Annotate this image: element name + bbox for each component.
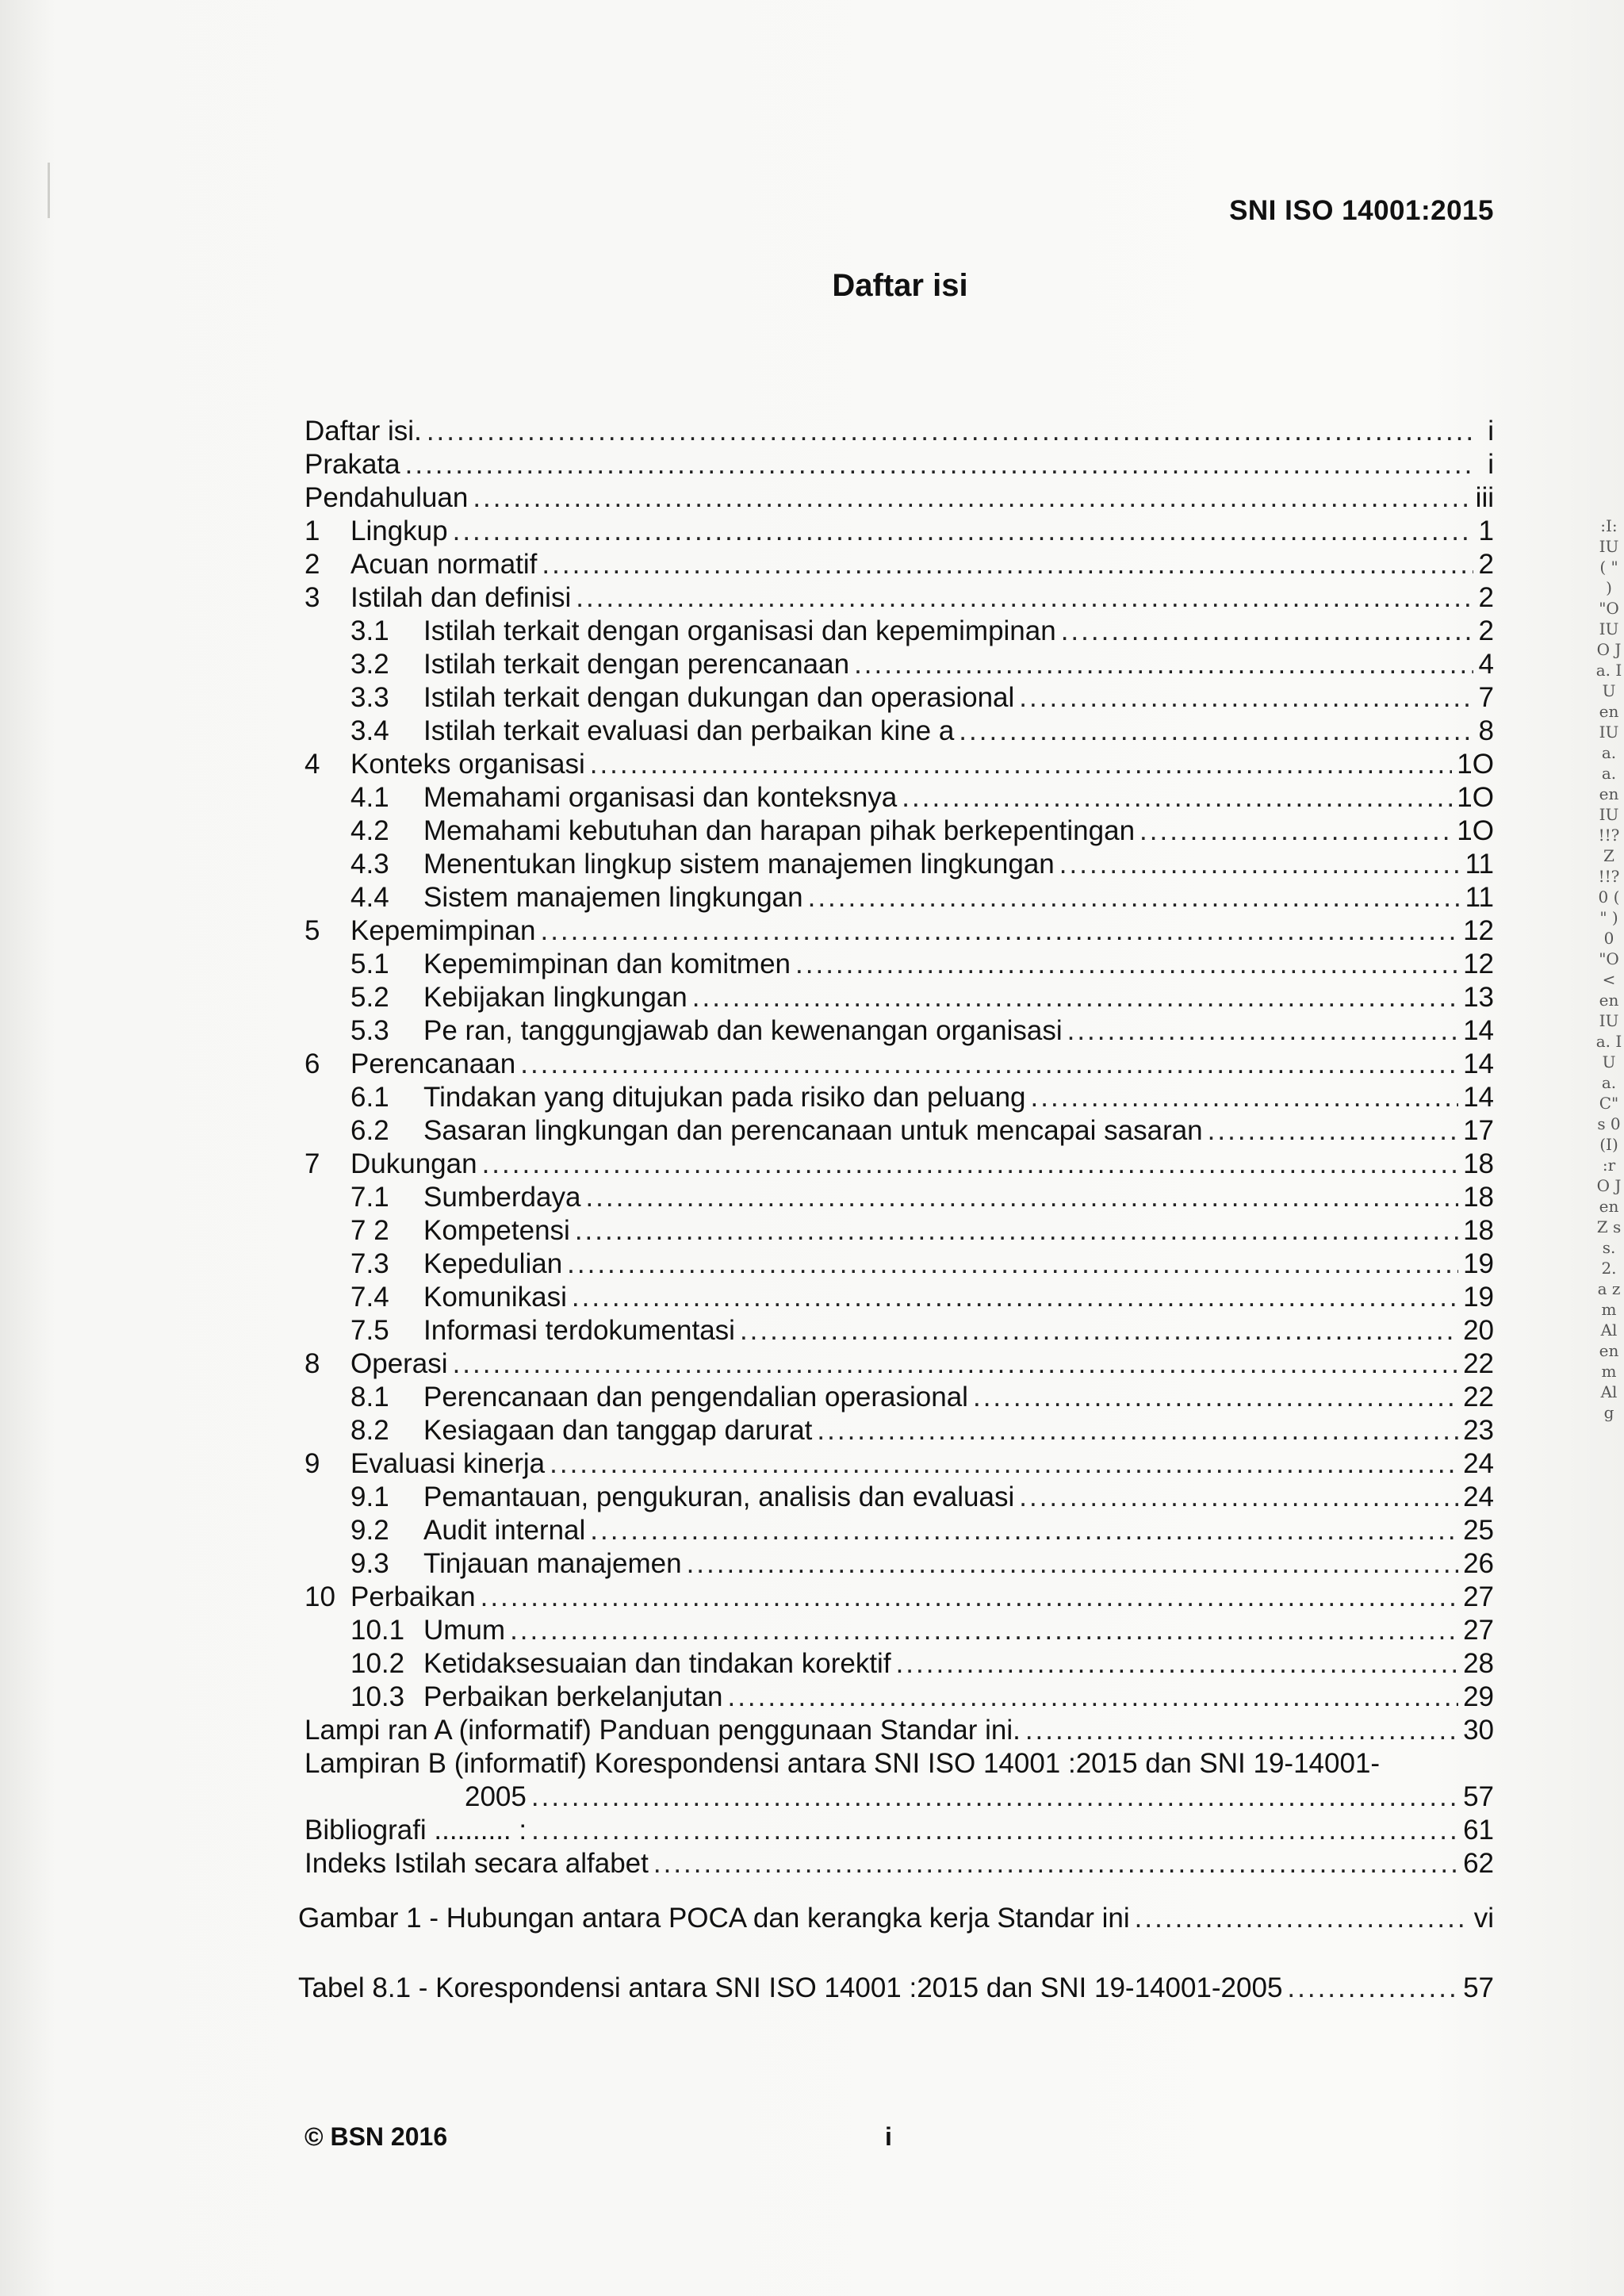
toc-entry-label <box>304 1148 477 1181</box>
dot-leader <box>453 1347 1459 1381</box>
toc-entry-page: 11 <box>1465 849 1494 880</box>
figure-entry <box>298 1902 1494 1935</box>
dot-leader <box>1135 1902 1469 1935</box>
toc-entry <box>304 1581 1494 1614</box>
toc-entry-page: 1 <box>1478 516 1494 546</box>
toc-entry <box>304 1614 1494 1647</box>
toc-entry <box>304 1681 1494 1714</box>
toc-entry-label <box>304 1647 891 1681</box>
toc-entry-title: Prakata <box>304 449 400 480</box>
toc-entry-page: 2 <box>1478 615 1494 646</box>
toc-entry-page: 26 <box>1463 1548 1494 1579</box>
toc-entry-continuation-text: 2005 <box>465 1781 527 1812</box>
toc-entry-label <box>304 1814 527 1847</box>
toc-entry-number: 3.3 <box>350 682 389 713</box>
dot-leader <box>531 1814 1458 1847</box>
toc-entry-number: 3.4 <box>350 715 389 746</box>
toc-entry <box>304 681 1494 715</box>
toc-entry-title: Dukungan <box>350 1148 477 1179</box>
toc-entry-label <box>304 681 1014 715</box>
dot-leader <box>1139 815 1452 848</box>
toc-entry <box>304 1414 1494 1447</box>
toc-entry-title: Informasi terdokumentasi <box>423 1315 735 1346</box>
toc-entry-page: 27 <box>1463 1615 1494 1646</box>
toc-entry <box>304 1514 1494 1547</box>
toc-entry <box>304 1114 1494 1148</box>
toc-entry <box>304 1481 1494 1514</box>
toc-entry-label <box>304 1081 1026 1114</box>
toc-entry-title: Kompetensi <box>423 1215 570 1246</box>
toc-entry-title: Perencanaan dan pengendalian operasional <box>423 1382 968 1412</box>
toc-entry-title: Lingkup <box>350 516 448 546</box>
toc-entry-page: 18 <box>1463 1215 1494 1246</box>
toc-entry <box>304 1847 1494 1880</box>
toc-entry-label <box>304 615 1056 648</box>
toc-entry-title: Indeks Istilah secara alfabet <box>304 1848 649 1879</box>
toc-entry-page: 24 <box>1463 1448 1494 1479</box>
toc-entry-number: 3.2 <box>350 649 389 680</box>
toc-entry-label <box>304 1248 562 1281</box>
toc-entry-title: Lampi ran A (informatif) Panduan penggunaan Standar ini. <box>304 1715 1021 1746</box>
toc-entry <box>304 948 1494 981</box>
toc-entry <box>304 715 1494 748</box>
toc-entry <box>304 981 1494 1014</box>
toc-entry-label <box>304 914 535 948</box>
toc-entry-page: 23 <box>1463 1415 1494 1446</box>
dot-leader <box>740 1314 1458 1347</box>
toc-entry-label <box>304 515 448 548</box>
toc-entry-title: Umum <box>423 1615 506 1646</box>
toc-entry-title: Konteks organisasi <box>350 749 585 780</box>
dot-leader <box>550 1447 1458 1481</box>
toc-entry-number: 8.2 <box>350 1415 389 1446</box>
toc-entry-label <box>304 748 585 781</box>
toc-entry-title: Pendahuluan <box>304 482 469 513</box>
toc-entry <box>304 781 1494 815</box>
toc-entry-page: 13 <box>1463 982 1494 1013</box>
toc-entry <box>304 1314 1494 1347</box>
toc-entry <box>304 615 1494 648</box>
dot-leader <box>540 914 1458 948</box>
toc-entry-number: 10.3 <box>350 1681 405 1712</box>
table-entry <box>298 1972 1494 2005</box>
toc-entry-title: Kepedulian <box>423 1248 563 1279</box>
dot-leader <box>567 1248 1458 1281</box>
figure-entry-page: vi <box>1473 1903 1494 1934</box>
toc-entry-page: 1O <box>1457 815 1494 846</box>
dot-leader <box>542 548 1473 581</box>
toc-entry-number: 3 <box>304 582 320 613</box>
toc-entry-label <box>304 1847 649 1880</box>
toc-entry-number: 10.2 <box>350 1648 405 1679</box>
table-of-contents <box>304 415 1494 1880</box>
page-title: Daftar isi <box>832 268 968 303</box>
toc-entry-page: 30 <box>1463 1715 1494 1746</box>
toc-entry-page: 14 <box>1463 1082 1494 1113</box>
toc-entry <box>304 648 1494 681</box>
dot-leader <box>896 1647 1459 1681</box>
toc-entry-title: Istilah terkait evaluasi dan perbaikan kine a <box>423 715 955 746</box>
dot-leader <box>817 1414 1458 1447</box>
toc-entry <box>304 448 1494 481</box>
toc-entry-label <box>304 581 571 615</box>
toc-entry-page: 12 <box>1463 949 1494 979</box>
toc-entry-page: 12 <box>1463 915 1494 946</box>
toc-entry-title: Perbaikan <box>350 1581 476 1612</box>
toc-entry-title: Pemantauan, pengukuran, analisis dan evaluasi <box>423 1481 1015 1512</box>
toc-entry <box>304 1714 1494 1747</box>
dot-leader <box>453 515 1473 548</box>
figure-entry-page: 57 <box>1463 1972 1494 2003</box>
toc-entry-title: Acuan normatif <box>350 549 538 580</box>
toc-entry-number: 4.3 <box>350 849 389 880</box>
toc-entry-title: Kepemimpinan <box>350 915 536 946</box>
dot-leader <box>808 881 1461 914</box>
toc-entry-label <box>304 715 954 748</box>
toc-entry <box>304 1447 1494 1481</box>
toc-entry-page: 19 <box>1463 1282 1494 1313</box>
figure-entry-label: Tabel 8.1 - Korespondensi antara SNI ISO 14001 :2015 dan SNI 19-14001-2005 <box>298 1972 1283 2003</box>
dot-leader <box>531 1780 1458 1814</box>
toc-entry-page: 11 <box>1465 882 1494 913</box>
standard-id: SNI ISO 14001:2015 <box>1229 195 1494 226</box>
toc-entry-number: 9.2 <box>350 1515 389 1546</box>
dot-leader <box>653 1847 1458 1880</box>
dot-leader <box>572 1281 1458 1314</box>
toc-entry <box>304 1547 1494 1581</box>
toc-entry-title: Kebijakan lingkungan <box>423 982 688 1013</box>
toc-entry-label <box>304 1381 968 1414</box>
toc-entry-title: Sumberdaya <box>423 1182 581 1213</box>
toc-entry <box>304 515 1494 548</box>
toc-entry-page: 27 <box>1463 1581 1494 1612</box>
dot-leader <box>590 1514 1458 1547</box>
toc-entry-number: 7.4 <box>350 1282 389 1313</box>
toc-entry-page: 1O <box>1457 782 1494 813</box>
toc-entry-label <box>304 1514 585 1547</box>
toc-entry-title: Sasaran lingkungan dan perencanaan untuk mencapai sasaran <box>423 1115 1203 1146</box>
toc-entry-page: 29 <box>1463 1681 1494 1712</box>
toc-entry-label <box>304 1314 735 1347</box>
toc-entry-title: Perencanaan <box>350 1048 516 1079</box>
toc-entry <box>304 548 1494 581</box>
dot-leader <box>520 1048 1458 1081</box>
toc-entry-number: 6.1 <box>350 1082 389 1113</box>
toc-entry-page: 7 <box>1478 682 1494 713</box>
toc-entry-page: iii <box>1475 482 1494 513</box>
toc-entry-label <box>304 1681 722 1714</box>
dot-leader <box>482 1148 1458 1181</box>
toc-entry-number: 7 2 <box>350 1215 389 1246</box>
toc-entry-label <box>304 1114 1203 1148</box>
toc-entry-label <box>304 1447 545 1481</box>
dot-leader <box>427 415 1473 448</box>
toc-entry-number: 9.1 <box>350 1481 389 1512</box>
dot-leader <box>585 1181 1458 1214</box>
dot-leader <box>795 948 1458 981</box>
toc-entry-continuation <box>304 1780 1494 1814</box>
dot-leader <box>481 1581 1458 1614</box>
toc-entry-number: 10 <box>304 1581 335 1612</box>
toc-entry <box>304 481 1494 515</box>
dot-leader <box>1208 1114 1458 1148</box>
toc-entry-page: 57 <box>1463 1781 1494 1812</box>
toc-entry-label <box>304 1614 505 1647</box>
toc-entry-number: 7 <box>304 1148 320 1179</box>
toc-entry-title: Kesiagaan dan tanggap darurat <box>423 1415 813 1446</box>
toc-entry <box>304 815 1494 848</box>
dot-leader <box>692 981 1458 1014</box>
toc-entry-title: Operasi <box>350 1348 448 1379</box>
toc-entry <box>304 1347 1494 1381</box>
toc-entry-number: 5 <box>304 915 320 946</box>
toc-entry-title: Memahami kebutuhan dan harapan pihak berkepentingan <box>423 815 1136 846</box>
dot-leader <box>473 481 1470 515</box>
toc-entry-title: Pe ran, tanggungjawab dan kewenangan organisasi <box>423 1015 1063 1046</box>
toc-entry-number: 9 <box>304 1448 320 1479</box>
toc-entry-title: Istilah dan definisi <box>350 582 572 613</box>
toc-entry <box>304 1381 1494 1414</box>
toc-entry-number: 9.3 <box>350 1548 389 1579</box>
toc-entry-label <box>304 648 849 681</box>
toc-entry-page: 25 <box>1463 1515 1494 1546</box>
dot-leader <box>727 1681 1458 1714</box>
toc-entry <box>304 1281 1494 1314</box>
toc-entry <box>304 1248 1494 1281</box>
toc-entry-page: 28 <box>1463 1648 1494 1679</box>
toc-entry-page: 22 <box>1463 1348 1494 1379</box>
dot-leader <box>575 1214 1458 1248</box>
toc-entry-number: 7.1 <box>350 1182 389 1213</box>
toc-entry-page: 8 <box>1478 715 1494 746</box>
toc-entry-page: 18 <box>1463 1182 1494 1213</box>
toc-entry-label <box>304 548 537 581</box>
dot-leader <box>1019 1481 1458 1514</box>
toc-entry-title: Istilah terkait dengan perencanaan <box>423 649 850 680</box>
toc-entry-label <box>304 1048 515 1081</box>
toc-entry-label <box>304 1714 1021 1747</box>
toc-entry <box>304 415 1494 448</box>
toc-entry <box>304 581 1494 615</box>
toc-entry-page: 4 <box>1478 649 1494 680</box>
toc-entry-page: 24 <box>1463 1481 1494 1512</box>
toc-entry <box>304 1747 1494 1780</box>
dot-leader <box>1067 1014 1458 1048</box>
toc-entry-title: Daftar isi. <box>304 416 422 447</box>
toc-entry-title: Kepemimpinan dan komitmen <box>423 949 791 979</box>
dot-leader <box>1061 615 1473 648</box>
toc-entry-number: 4.4 <box>350 882 389 913</box>
toc-entry <box>304 1647 1494 1681</box>
toc-entry-page: 14 <box>1463 1015 1494 1046</box>
toc-entry-page: 20 <box>1463 1315 1494 1346</box>
toc-entry-title: Lampiran B (informatif) Korespondensi antara SNI ISO 14001 :2015 dan SNI 19-14001- <box>304 1748 1381 1779</box>
toc-entry <box>304 914 1494 948</box>
toc-entry-number: 8.1 <box>350 1382 389 1412</box>
toc-entry <box>304 1014 1494 1048</box>
toc-entry-label <box>304 1014 1063 1048</box>
footer-page-number: i <box>885 2122 892 2151</box>
toc-entry-label <box>304 1214 570 1248</box>
toc-entry-label <box>304 481 468 515</box>
toc-entry-label <box>304 781 897 815</box>
dot-leader <box>1287 1972 1458 2005</box>
toc-entry-number: 7.3 <box>350 1248 389 1279</box>
toc-entry-page: 2 <box>1478 549 1494 580</box>
dot-leader <box>1059 848 1461 881</box>
toc-entry-page: 14 <box>1463 1048 1494 1079</box>
toc-entry-number: 4 <box>304 749 320 780</box>
toc-entry-title: Memahami organisasi dan konteksnya <box>423 782 898 813</box>
toc-entry-number: 3.1 <box>350 615 389 646</box>
toc-entry-title: Audit internal <box>423 1515 586 1546</box>
toc-entry-title: Istilah terkait dengan dukungan dan operasional <box>423 682 1015 713</box>
toc-entry-number: 5.1 <box>350 949 389 979</box>
toc-entry-title: Evaluasi kinerja <box>350 1448 546 1479</box>
toc-entry-label <box>304 948 791 981</box>
toc-entry-label <box>304 815 1135 848</box>
toc-entry-label <box>304 448 400 481</box>
toc-entry-title: Tindakan yang ditujukan pada risiko dan peluang <box>423 1082 1026 1113</box>
toc-entry-number: 6 <box>304 1048 320 1079</box>
toc-entry <box>304 1148 1494 1181</box>
scan-edge-mark <box>48 163 50 218</box>
dot-leader <box>576 581 1473 615</box>
toc-entry <box>304 1814 1494 1847</box>
toc-entry-number: 2 <box>304 549 320 580</box>
toc-entry <box>304 1048 1494 1081</box>
toc-entry-label <box>304 1414 812 1447</box>
toc-entry-page: 17 <box>1463 1115 1494 1146</box>
dot-leader <box>510 1614 1458 1647</box>
toc-entry-label <box>304 1581 476 1614</box>
toc-entry-title: Komunikasi <box>423 1282 567 1313</box>
toc-entry-page: 61 <box>1463 1815 1494 1846</box>
toc-entry-number: 8 <box>304 1348 320 1379</box>
toc-entry-title: Perbaikan berkelanjutan <box>423 1681 723 1712</box>
toc-entry-number: 10.1 <box>350 1615 405 1646</box>
toc-entry-label <box>304 981 688 1014</box>
toc-entry-number: 1 <box>304 516 320 546</box>
toc-entry-title: Ketidaksesuaian dan tindakan korektif <box>423 1648 891 1679</box>
toc-entry-label <box>304 881 803 914</box>
toc-entry <box>304 748 1494 781</box>
toc-entry-label <box>304 848 1055 881</box>
toc-entry <box>304 1181 1494 1214</box>
toc-entry-title: Menentukan lingkup sistem manajemen lingkungan <box>423 849 1055 880</box>
toc-entry-label <box>304 1181 580 1214</box>
toc-entry-number: 7.5 <box>350 1315 389 1346</box>
toc-entry-label <box>304 1281 567 1314</box>
toc-entry-page: 2 <box>1478 582 1494 613</box>
footer-copyright: © BSN 2016 <box>304 2122 448 2151</box>
toc-entry-page: i <box>1488 449 1494 480</box>
toc-entry-page: 62 <box>1463 1848 1494 1879</box>
dot-leader <box>1031 1081 1459 1114</box>
toc-entry-number: 6.2 <box>350 1115 389 1146</box>
dot-leader <box>1019 681 1473 715</box>
toc-entry <box>304 1214 1494 1248</box>
toc-entry-title: Bibliografi .......... : <box>304 1815 527 1846</box>
toc-entry-page: 22 <box>1463 1382 1494 1412</box>
list-of-figures-tables <box>298 1902 1494 2013</box>
toc-entry-title: Tinjauan manajemen <box>423 1548 682 1579</box>
toc-entry-label <box>304 1747 1380 1780</box>
dot-leader <box>590 748 1453 781</box>
toc-entry-number: 5.2 <box>350 982 389 1013</box>
toc-entry <box>304 848 1494 881</box>
dot-leader <box>687 1547 1459 1581</box>
toc-entry-page: 1O <box>1457 749 1494 780</box>
figure-entry-label: Gambar 1 - Hubungan antara POCA dan kerangka kerja Standar ini <box>298 1903 1130 1934</box>
toc-entry-page: 19 <box>1463 1248 1494 1279</box>
toc-entry-page: i <box>1488 416 1494 447</box>
dot-leader <box>973 1381 1458 1414</box>
dot-leader <box>854 648 1473 681</box>
toc-entry-number: 5.3 <box>350 1015 389 1046</box>
toc-entry-number: 4.1 <box>350 782 389 813</box>
toc-entry-label <box>304 1547 682 1581</box>
dot-leader <box>405 448 1473 481</box>
dot-leader <box>959 715 1473 748</box>
toc-entry-label <box>304 1481 1014 1514</box>
toc-entry <box>304 881 1494 914</box>
toc-entry <box>304 1081 1494 1114</box>
toc-entry-label <box>304 1347 448 1381</box>
toc-entry-page: 18 <box>1463 1148 1494 1179</box>
toc-entry-title: Sistem manajemen lingkungan <box>423 882 803 913</box>
toc-entry-label <box>304 415 422 448</box>
toc-entry-title: Istilah terkait dengan organisasi dan kepemimpinan <box>423 615 1056 646</box>
margin-scan-noise: :I: IU ( " ) "O IU O J a. IU en IU a. a. en IU !!? Z !!? 0 ( " ) 0 "O < en IU a. IU a. C" s 0 (I) :r O J en Z s s. 2. a z m Al en m Al g <box>1595 516 1622 1422</box>
toc-entry-number: 4.2 <box>350 815 389 846</box>
dot-leader <box>902 781 1452 815</box>
dot-leader <box>1025 1714 1458 1747</box>
